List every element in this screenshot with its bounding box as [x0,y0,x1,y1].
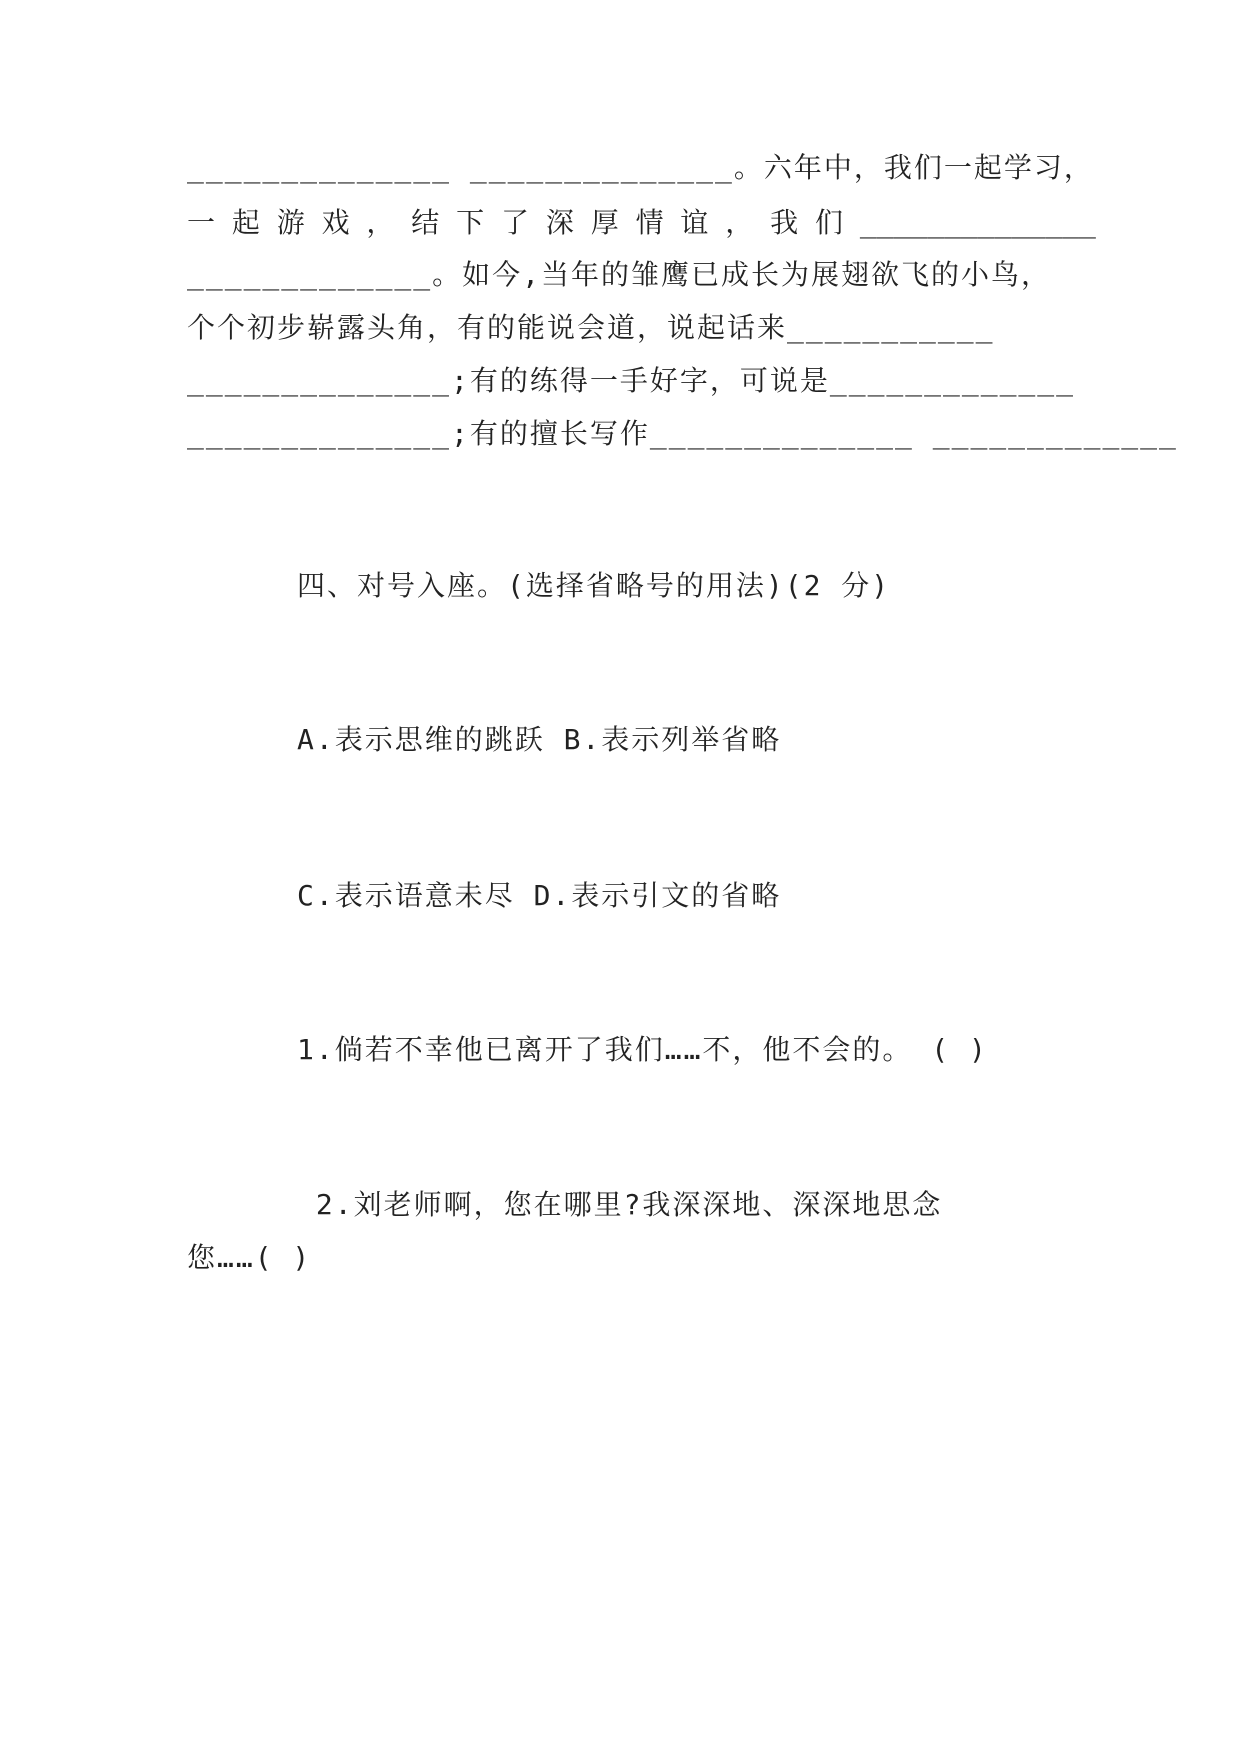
options-line-ab: A.表示思维的跳跃 B.表示列举省略 [297,723,782,756]
paragraph-line-3: _____________。如今,当年的雏鹰已成长为展翅欲飞的小鸟， [187,258,1052,291]
paragraph-line-1: ______________ ______________。六年中，我们一起学习， [187,151,1094,184]
paragraph-line-6: ______________;有的擅长写作______________ _____________ [187,417,1178,450]
question-2-line-1: 2.刘老师啊，您在哪里?我深深地、深深地思念 [297,1188,943,1221]
question-1: 1.倘若不幸他已离开了我们……不，他不会的。 ( ) [297,1033,988,1066]
section-heading: 四、对号入座。(选择省略号的用法)(2 分) [297,569,891,602]
paragraph-line-2: 一 起 游 戏 ， 结 下 了 深 厚 情 谊 ， 我 们 ______________ [187,206,1096,239]
question-2-line-2: 您……( ) [187,1241,312,1274]
paragraph-line-4: 个个初步崭露头角，有的能说会道，说起话来___________ [187,311,995,344]
options-line-cd: C.表示语意未尽 D.表示引文的省略 [297,879,782,912]
paragraph-line-5: ______________;有的练得一手好字，可说是_____________ [187,364,1076,397]
